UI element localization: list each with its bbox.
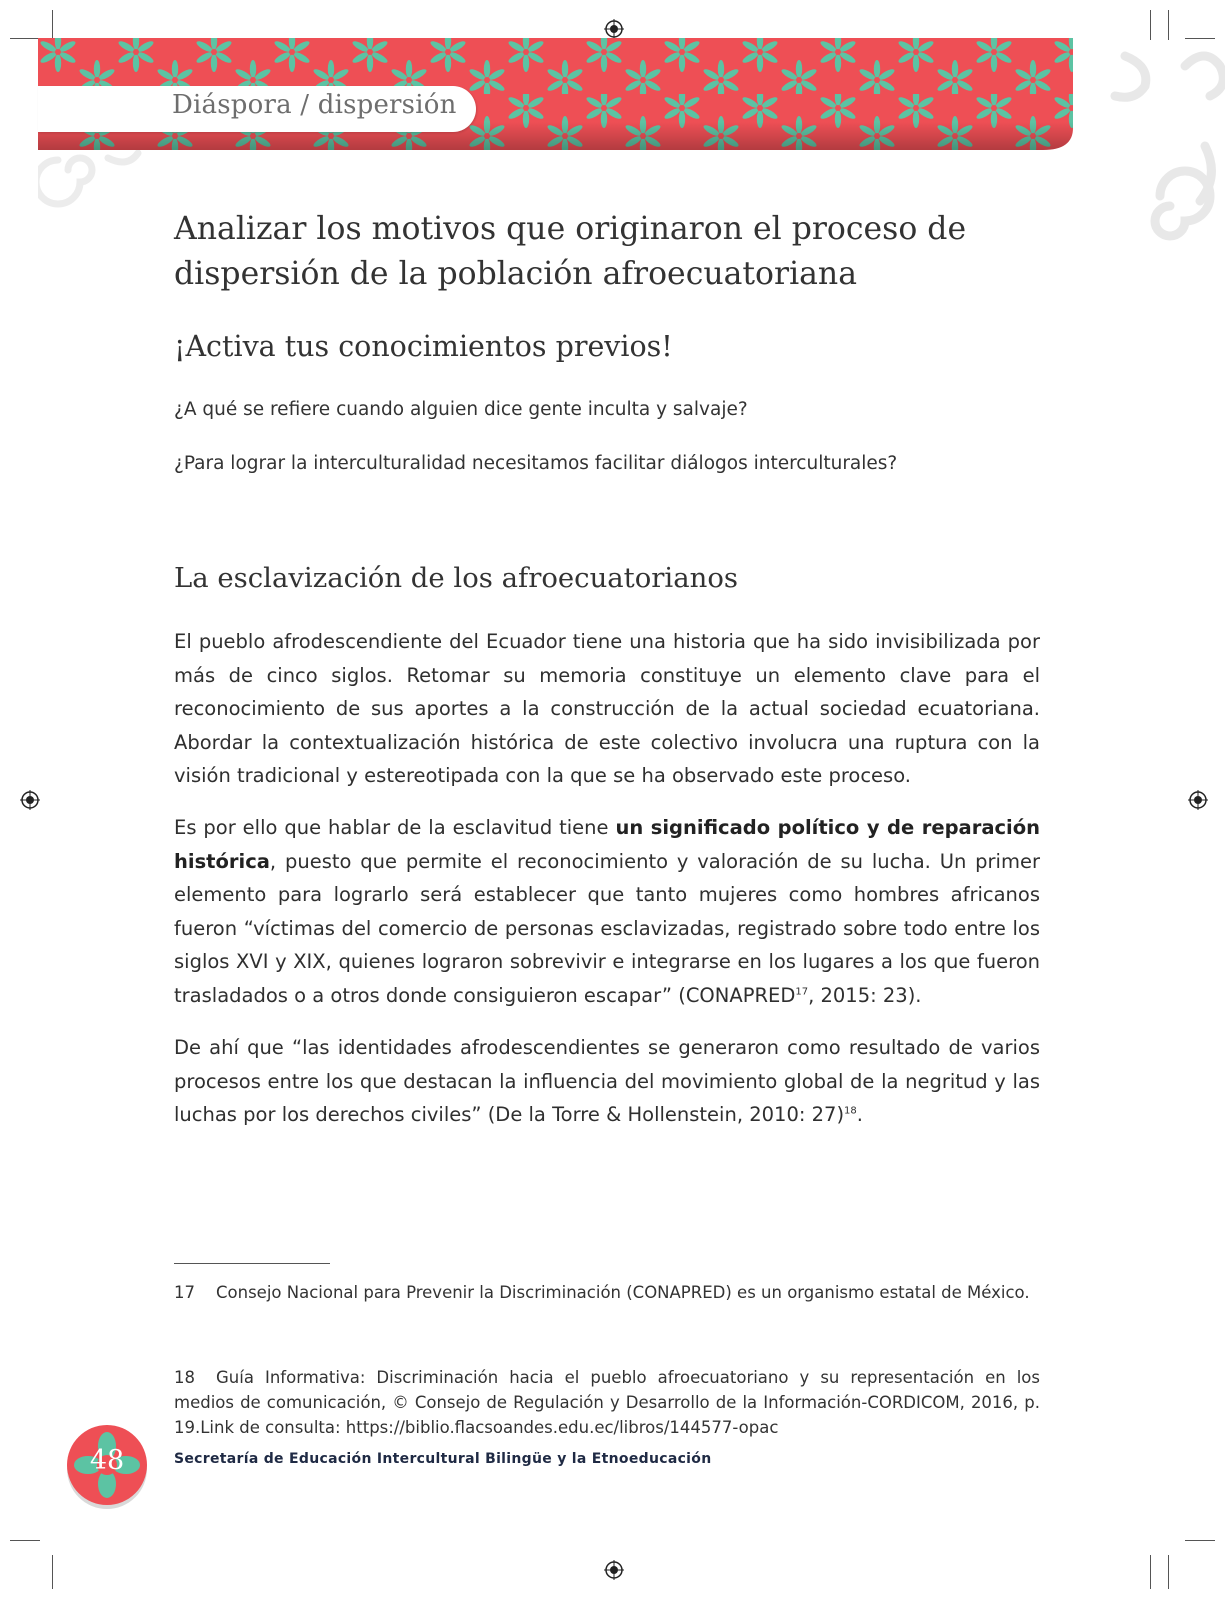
footer-institution: Secretaría de Educación Intercultural Bilingüe y la Etnoeducación [174, 1451, 712, 1467]
question-1: ¿A qué se refiere cuando alguien dice gente inculta y salvaje? [174, 399, 748, 420]
registration-mark-icon [604, 19, 624, 39]
paragraph-3 [174, 1031, 1040, 1132]
registration-mark-icon [604, 1560, 624, 1580]
crop-mark [52, 10, 53, 40]
crop-mark [10, 38, 40, 39]
footnote-ref-18: 18 [844, 1105, 857, 1117]
section-heading: La esclavización de los afroecuatorianos [174, 562, 739, 594]
paragraph-2-start: Es por ello que hablar de la esclavitud tiene [174, 816, 616, 839]
footnote-17 [174, 1280, 1040, 1305]
swirl-ornament-icon [38, 150, 148, 220]
registration-mark-icon [1188, 790, 1208, 810]
footnote-18 [174, 1365, 1040, 1440]
page-title: Analizar los motivos que originaron el proceso de dispersión de la población afroecuatoriana [174, 211, 967, 292]
paragraph-2-mid: , puesto que permite el reconocimiento y valoración de su lucha. Un primer elemento para lograrlo será establecer que tanto mujeres como hombres africanos fueron “víctimas del comercio de personas esclavizadas, registrado sobre todo entre los siglos XVI y XIX, quienes lograron sobrevivir e integrarse en los lugares a los que fueron trasladados o a otros donde consiguieron escapar” (CONAPRED [174, 849, 1040, 1007]
footnote-text: Guía Informativa: Discriminación hacia el pueblo afroecuatoriano y su representación en los medios de comunicación, © Consejo de Regulación y Desarrollo de la Información-CORDICOM, 2016, p. 19.Link de consulta: https://biblio.flacsoandes.edu.ec/libros/144577-opac [174, 1368, 1040, 1437]
crop-mark [1185, 1540, 1215, 1541]
crop-mark [10, 1540, 40, 1541]
footnote-divider [174, 1263, 330, 1264]
crop-mark [1168, 1555, 1169, 1589]
registration-mark-icon [20, 790, 40, 810]
paragraph-1-text: El pueblo afrodescendiente del Ecuador tiene una historia que ha sido invisibilizada por más de cinco siglos. Retomar su memoria constituye un elemento clave para el reconocimiento de sus aportes a la construcción de la actual sociedad ecuatoriana. Abordar la contextualización histórica de este colectivo involucra una ruptura con la visión tradicional y estereotipada con la que se ha observado este proceso. [174, 630, 1040, 787]
paragraph-2 [174, 811, 1040, 1012]
paragraph-1 [174, 625, 1040, 793]
crop-mark [1150, 1555, 1151, 1589]
footnote-text: Consejo Nacional para Prevenir la Discriminación (CONAPRED) es un organismo estatal de México. [216, 1283, 1030, 1302]
paragraph-2-emphasis: un significado político y de reparación histórica [174, 816, 1041, 873]
page-number: 48 [89, 1445, 125, 1476]
crop-mark [52, 1555, 53, 1589]
paragraph-3-text: De ahí que “las identidades afrodescendientes se generaron como resultado de varios procesos entre los que destacan la influencia del movimiento global de la negritud y las luchas por los derechos civiles” (De la Torre & Hollenstein, 2010: 27) [174, 1036, 1040, 1126]
footnote-number: 18 [174, 1368, 195, 1387]
activate-heading: ¡Activa tus conocimientos previos! [174, 330, 673, 363]
paragraph-3-end: . [856, 1103, 863, 1126]
paragraph-2-end: , 2015: 23). [808, 983, 922, 1007]
footnote-number: 17 [174, 1283, 195, 1302]
section-label: Diáspora / dispersión [172, 90, 457, 120]
footnote-ref-17: 17 [795, 986, 809, 997]
question-2: ¿Para lograr la interculturalidad necesitamos facilitar diálogos interculturales? [174, 453, 898, 474]
